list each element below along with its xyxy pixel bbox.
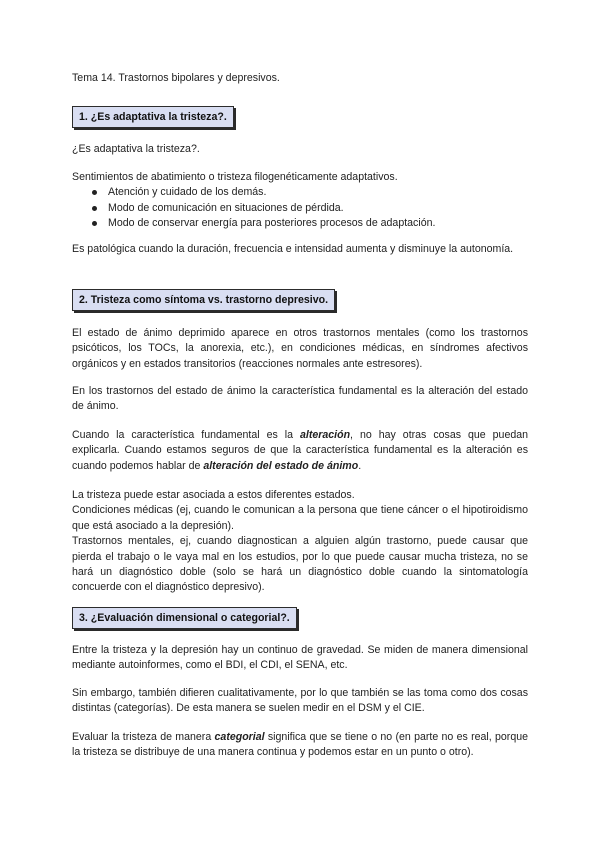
section-3-paragraph-2: Sin embargo, también difieren cualitativamente, por lo que también se las toma como dos cosas distintas (categorías). De esta manera se suelen medir en el DSM y el CIE. [72, 687, 528, 715]
text-run: . [358, 459, 362, 472]
section-3-paragraph-1: Entre la tristeza y la depresión hay un continuo de gravedad. Se miden de manera dimensional mediante autoinformes, como el BDI, el CDI, el SENA, etc. [72, 644, 528, 672]
text-run: significa que se tiene o no (en parte no es real, porque la tristeza se distribuye de una manera continua y podemos estar en un punto o otro). [72, 731, 528, 759]
list-item: Modo de conservar energía para posteriores procesos de adaptación. [72, 216, 528, 231]
para-line: Trastornos mentales, ej, cuando diagnostican a alguien algún trastorno, puede causar que pierda el trabajo o le vaya mal en los estudios, por lo que puede causar mucha tristeza, no se hará un diagnóstico doble (solo se hará un diagnóstico doble cuando la sintomatología concuerde con el diagnóstico depresivo). [72, 535, 528, 594]
section-2-paragraph-4 [72, 488, 528, 596]
intro-text: Sentimientos de abatimiento o tristeza filogenéticamente adaptativos. [72, 171, 398, 183]
section-1-heading: 1. ¿Es adaptativa la tristeza?. [72, 106, 234, 128]
document-title: Tema 14. Trastornos bipolares y depresivos. [72, 72, 280, 84]
section-1-pathology: Es patológica cuando la duración, frecuencia e intensidad aumenta y disminuye la autonomía. [72, 243, 514, 255]
section-1-question: ¿Es adaptativa la tristeza?. [72, 143, 200, 155]
emphasis-alteracion: alteración [300, 429, 351, 441]
section-3-heading: 3. ¿Evaluación dimensional o categorial?. [72, 607, 297, 629]
section-2-heading: 2. Tristeza como síntoma vs. trastorno depresivo. [72, 289, 335, 311]
para-line: Condiciones médicas (ej, cuando le comunican a la persona que tiene cáncer o el hipotiroidismo que está asociado a la depresión). [72, 504, 528, 532]
section-3-paragraph-3 [72, 730, 528, 761]
text-run: , no hay otras cosas que puedan explicarla. Cuando estamos seguros de que la característica fundamental es la alteración es cuando podemos hablar de [72, 429, 529, 472]
emphasis-categorial: categorial [214, 731, 265, 743]
section-2-paragraph-2: En los trastornos del estado de ánimo la característica fundamental es la alteración del estado de ánimo. [72, 385, 528, 413]
section-1-intro [72, 170, 528, 232]
para-line: La tristeza puede estar asociada a estos diferentes estados. [72, 489, 355, 501]
section-2-paragraph-3 [72, 428, 528, 474]
text-run: Evaluar la tristeza de manera [72, 731, 215, 743]
text-run: Cuando la característica fundamental es la [72, 429, 300, 441]
list-item: Modo de comunicación en situaciones de pérdida. [72, 201, 528, 216]
emphasis-alteracion-estado-animo: alteración del estado de ánimo [203, 459, 359, 472]
adaptive-functions-list [72, 185, 528, 231]
section-2-paragraph-1: El estado de ánimo deprimido aparece en otros trastornos mentales (como los trastornos psicóticos, los TOCs, la anorexia, etc.), en condiciones médicas, en síndromes afectivos orgánicos y en estados transitorios (reacciones normales ante estresores). [72, 327, 528, 370]
list-item: Atención y cuidado de los demás. [72, 185, 528, 200]
